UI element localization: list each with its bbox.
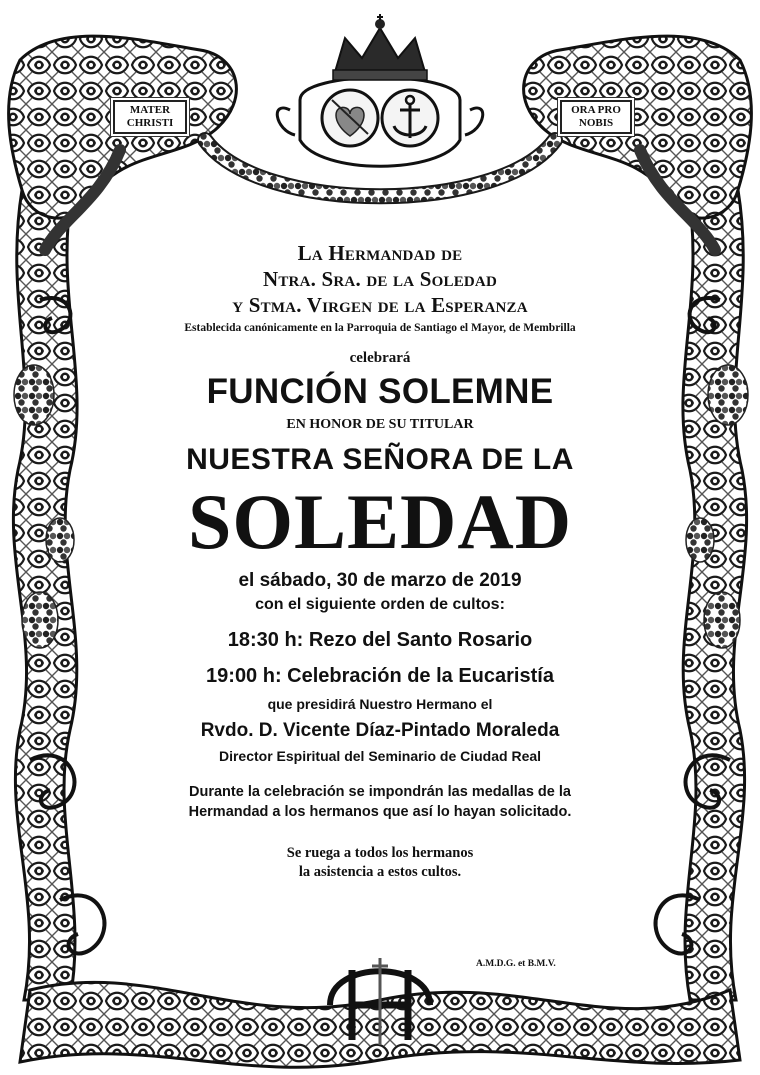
celebrara-label: celebrará [349, 350, 411, 366]
request-note-line-1: Se ruega a todos los hermanos [286, 845, 474, 861]
plaque-ora-pro-nobis [560, 100, 632, 134]
titular-name: SOLEDAD [187, 478, 573, 565]
schedule-item: 19:00 h: Celebración de la Eucaristía [206, 665, 554, 687]
presider-intro: que presidirá Nuestro Hermano el [267, 696, 493, 712]
motto: A.M.D.G. et B.M.V. [476, 959, 556, 969]
established-note: Establecida canónicamente en la Parroquia de Santiago el Mayor, de Membrilla [184, 322, 576, 334]
request-note [120, 844, 640, 882]
crown-icon [333, 14, 427, 80]
plaque-right-line-1: ORA PRO [571, 104, 621, 116]
anchor-icon [382, 90, 438, 146]
plaque-right-line-2: NOBIS [578, 117, 614, 129]
medals-note-line-1: Durante la celebración se impondrán las medallas de la [189, 784, 571, 800]
plaque-mater-christi [113, 100, 187, 134]
honor-label: EN HONOR DE SU TITULAR [286, 417, 474, 432]
event-date: el sábado, 30 de marzo de 2019 [238, 570, 522, 591]
presider-name: Rvdo. D. Vicente Díaz-Pintado Moraleda [200, 720, 560, 741]
presider-role: Director Espiritual del Seminario de Ciudad Real [218, 748, 542, 764]
brotherhood-line-1: La Hermandad de [297, 241, 463, 265]
brotherhood-line-3: y Stma. Virgen de la Esperanza [232, 293, 528, 317]
announcement-body [120, 240, 640, 882]
plaque-left-line-2: CHRISTI [126, 117, 174, 129]
event-title: FUNCIÓN SOLEMNE [206, 372, 554, 411]
titular-line: NUESTRA SEÑORA DE LA [186, 443, 574, 476]
crest [277, 78, 482, 167]
brotherhood-line-2: Ntra. Sra. de la Soledad [262, 267, 497, 291]
schedule-item: 18:30 h: Rezo del Santo Rosario [227, 629, 533, 651]
medals-note-line-2: Hermandad a los hermanos que así lo hayan solicitado. [188, 804, 572, 820]
medals-note [120, 782, 640, 822]
order-intro: con el siguiente orden de cultos: [255, 596, 505, 613]
sacred-heart-icon [322, 90, 378, 146]
plaque-left-line-1: MATER [129, 104, 171, 116]
request-note-line-2: la asistencia a estos cultos. [298, 864, 462, 880]
